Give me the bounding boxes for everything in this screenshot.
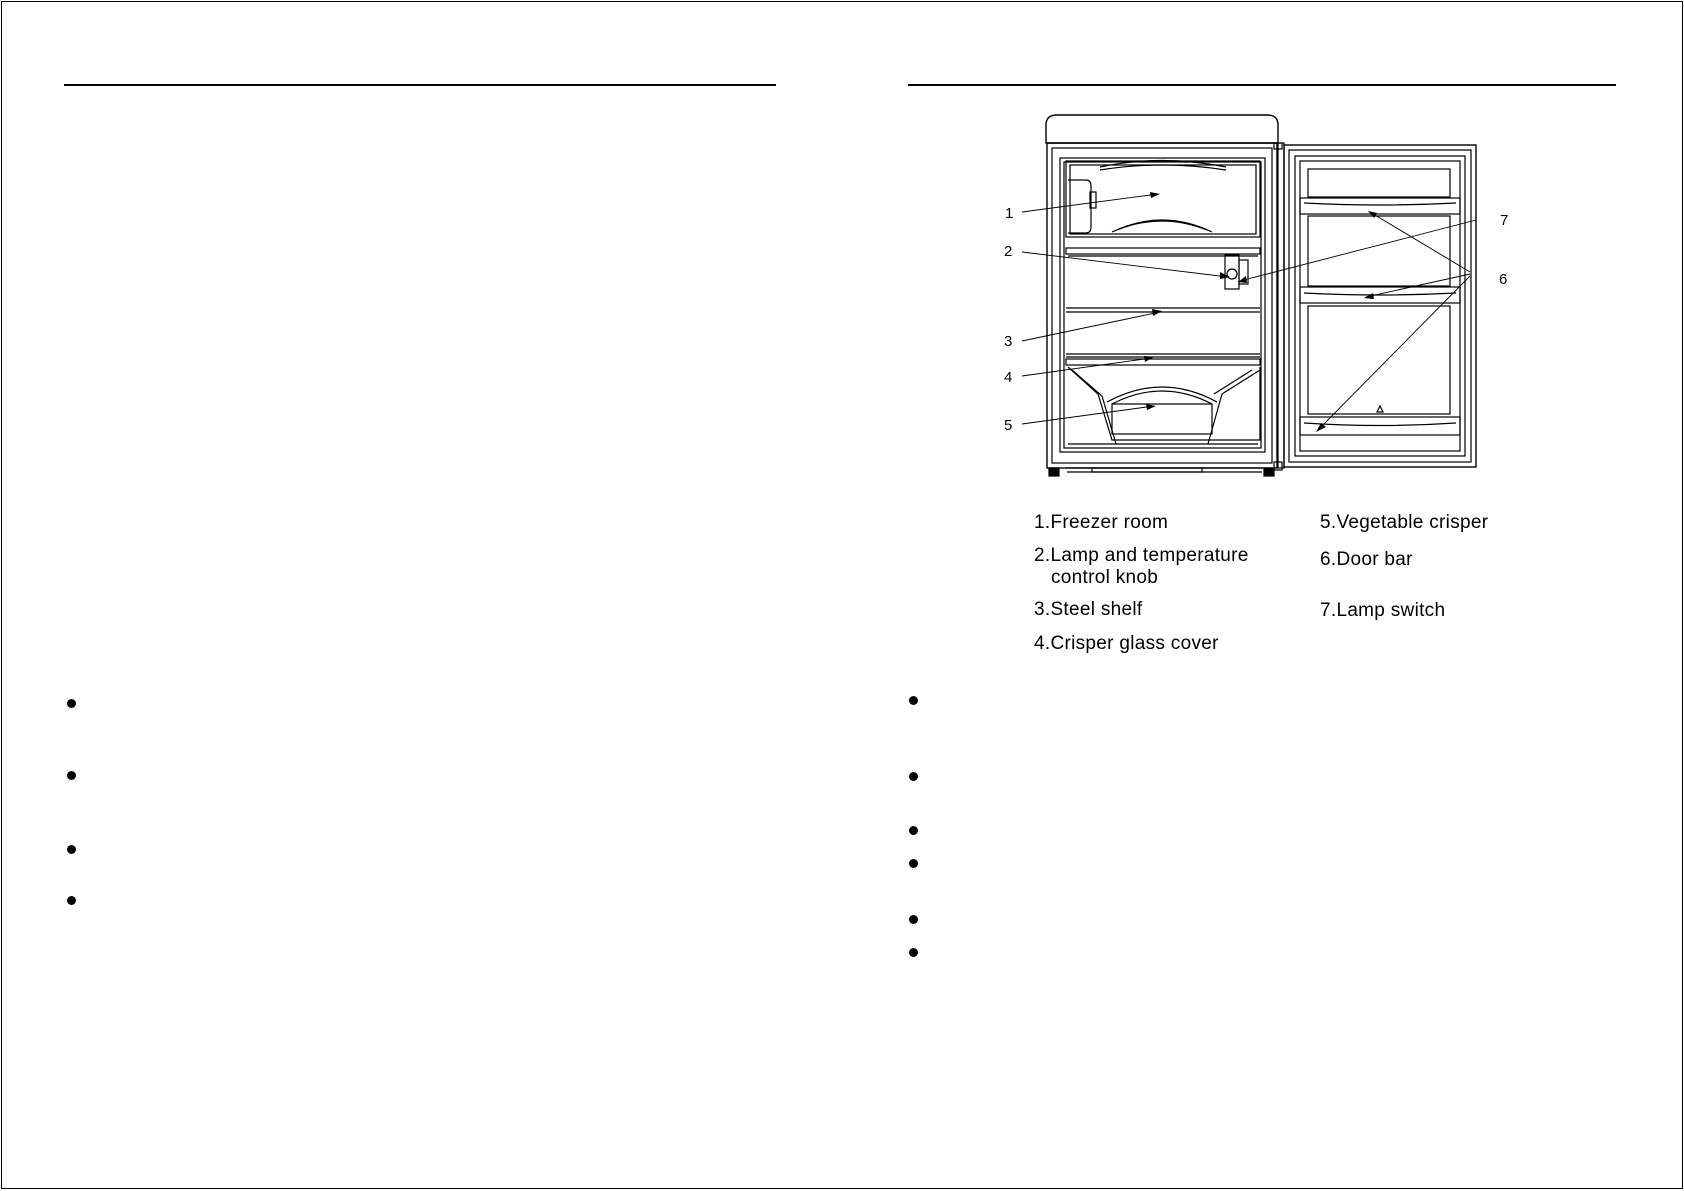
callout-7: 7 bbox=[1500, 212, 1509, 229]
bullet-right-2 bbox=[909, 772, 918, 781]
legend-freezer-room: 1.Freezer room bbox=[1034, 512, 1169, 533]
right-page bbox=[842, 1, 1683, 1189]
bullet-left-4 bbox=[67, 896, 76, 905]
callout-5: 5 bbox=[1004, 417, 1013, 434]
bullet-left-1 bbox=[67, 699, 76, 708]
bullet-right-1 bbox=[909, 696, 918, 705]
bullet-right-6 bbox=[909, 948, 918, 957]
bullet-left-3 bbox=[67, 845, 76, 854]
refrigerator-diagram bbox=[842, 2, 1683, 682]
legend-lamp-control-knob-line1: 2.Lamp and temperature bbox=[1034, 545, 1249, 566]
legend-crisper-glass-cover: 4.Crisper glass cover bbox=[1034, 633, 1219, 654]
callout-6: 6 bbox=[1499, 271, 1508, 288]
legend-lamp-control-knob-line2: control knob bbox=[1051, 567, 1159, 588]
legend-door-bar: 6.Door bar bbox=[1320, 549, 1413, 570]
legend-steel-shelf: 3.Steel shelf bbox=[1034, 599, 1143, 620]
callout-1: 1 bbox=[1005, 205, 1014, 222]
legend-vegetable-crisper: 5.Vegetable crisper bbox=[1320, 512, 1489, 533]
callout-2: 2 bbox=[1004, 243, 1013, 260]
legend-lamp-switch: 7.Lamp switch bbox=[1320, 600, 1446, 621]
left-page bbox=[1, 1, 843, 1189]
bullet-right-5 bbox=[909, 915, 918, 924]
bullet-right-4 bbox=[909, 859, 918, 868]
callout-4: 4 bbox=[1004, 369, 1013, 386]
bullet-left-2 bbox=[67, 771, 76, 780]
left-header-rule bbox=[64, 84, 776, 86]
callout-3: 3 bbox=[1004, 333, 1013, 350]
bullet-right-3 bbox=[909, 826, 918, 835]
